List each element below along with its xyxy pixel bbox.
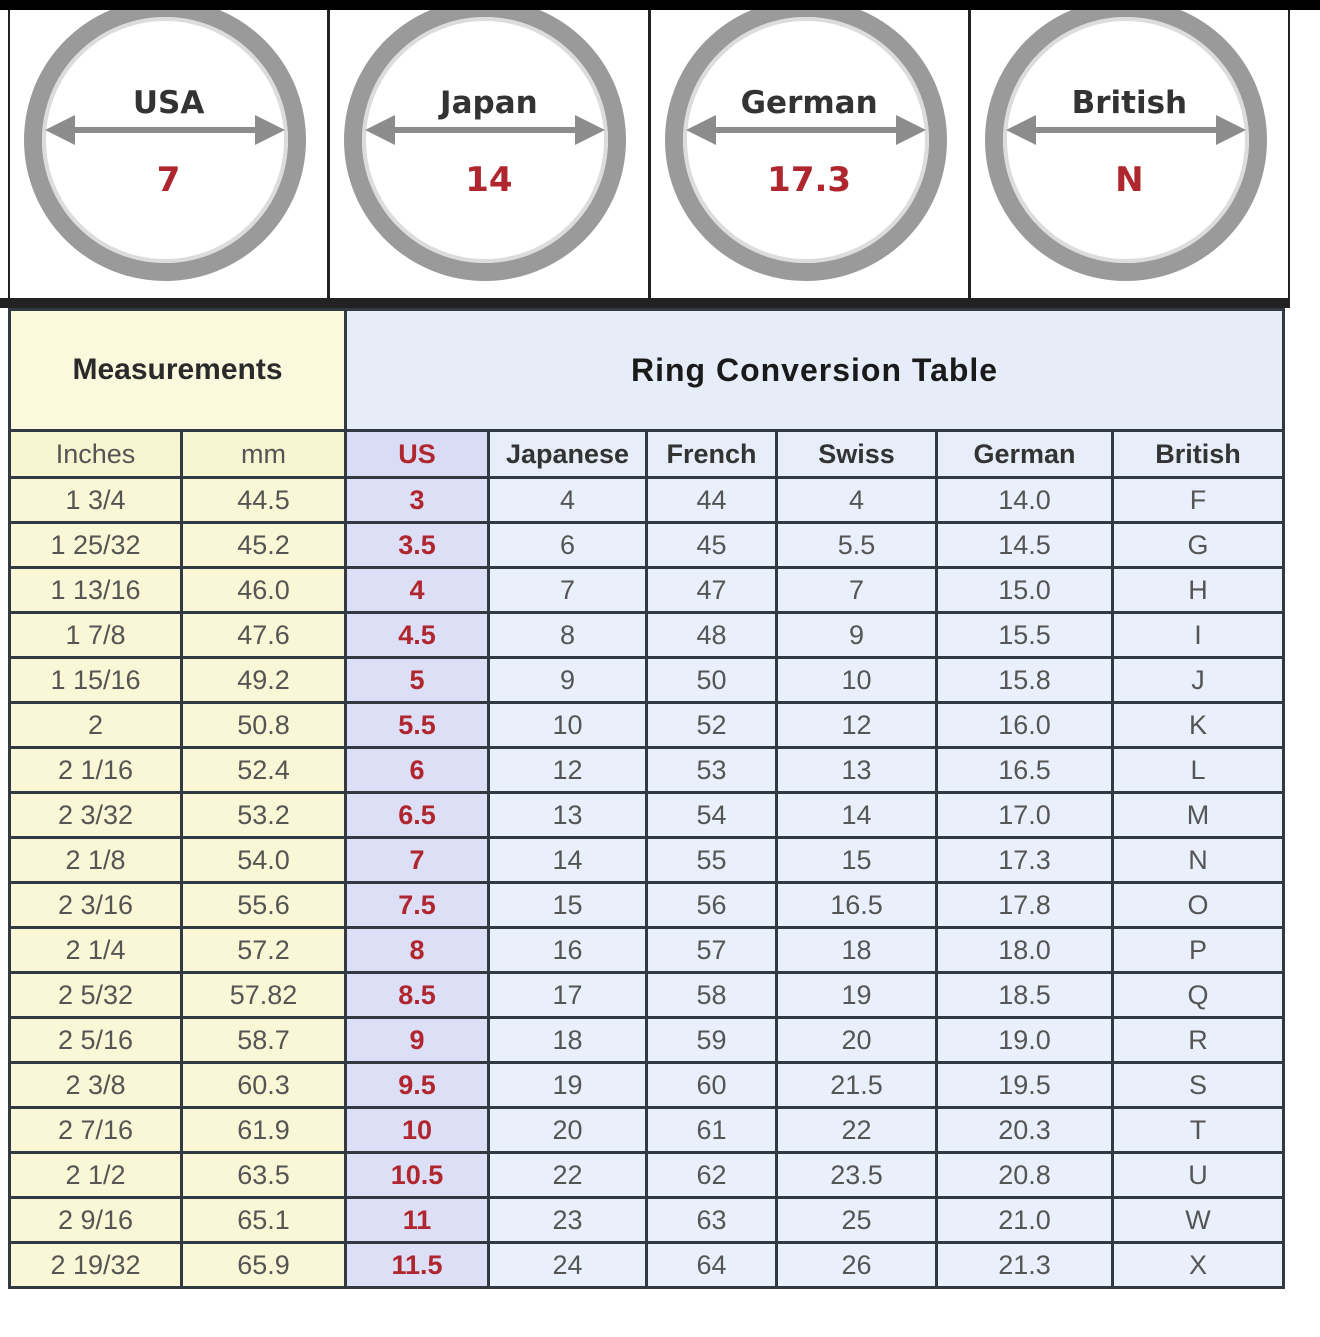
table-body [10, 478, 1284, 1288]
cell-us: 7.5 [346, 883, 489, 928]
cell-us: 11 [346, 1198, 489, 1243]
cell-british: J [1113, 658, 1284, 703]
cell-swiss: 20 [777, 1018, 937, 1063]
cell-us: 4 [346, 568, 489, 613]
column-header-french: French [647, 431, 777, 478]
cell-british: S [1113, 1063, 1284, 1108]
cell-japanese: 9 [489, 658, 647, 703]
cell-swiss: 15 [777, 838, 937, 883]
cell-us: 11.5 [346, 1243, 489, 1288]
cell-german: 18.0 [937, 928, 1113, 973]
table-row [10, 703, 1284, 748]
ring-label: USA [132, 85, 205, 121]
cell-inches: 2 5/32 [10, 973, 182, 1018]
cell-german: 16.0 [937, 703, 1113, 748]
cell-swiss: 18 [777, 928, 937, 973]
cell-japanese: 17 [489, 973, 647, 1018]
cell-inches: 1 25/32 [10, 523, 182, 568]
cell-german: 14.5 [937, 523, 1113, 568]
table-row [10, 1018, 1284, 1063]
cell-japanese: 16 [489, 928, 647, 973]
cell-japanese: 23 [489, 1198, 647, 1243]
cell-german: 21.0 [937, 1198, 1113, 1243]
cell-british: G [1113, 523, 1284, 568]
cell-us: 8.5 [346, 973, 489, 1018]
table-row [10, 793, 1284, 838]
cell-japanese: 22 [489, 1153, 647, 1198]
table-row [10, 883, 1284, 928]
ring-value: N [1115, 160, 1144, 200]
cell-us: 10.5 [346, 1153, 489, 1198]
cell-swiss: 7 [777, 568, 937, 613]
cell-british: T [1113, 1108, 1284, 1153]
cell-british: X [1113, 1243, 1284, 1288]
cell-us: 4.5 [346, 613, 489, 658]
ring-label: British [1071, 85, 1188, 121]
cell-inches: 1 15/16 [10, 658, 182, 703]
cell-japanese: 24 [489, 1243, 647, 1288]
cell-swiss: 12 [777, 703, 937, 748]
cell-inches: 2 [10, 703, 182, 748]
cell-swiss: 9 [777, 613, 937, 658]
cell-german: 16.5 [937, 748, 1113, 793]
cell-inches: 2 1/16 [10, 748, 182, 793]
column-header-inches: Inches [10, 431, 182, 478]
cell-inches: 1 3/4 [10, 478, 182, 523]
cell-french: 44 [647, 478, 777, 523]
conversion-table-title: Ring Conversion Table [346, 310, 1284, 431]
measurements-header: Measurements [10, 310, 346, 431]
cell-german: 19.5 [937, 1063, 1113, 1108]
cell-mm: 57.82 [182, 973, 346, 1018]
cell-us: 8 [346, 928, 489, 973]
cell-swiss: 19 [777, 973, 937, 1018]
ring-value: 17.3 [767, 160, 852, 200]
cell-french: 56 [647, 883, 777, 928]
cell-mm: 53.2 [182, 793, 346, 838]
cell-mm: 50.8 [182, 703, 346, 748]
cell-inches: 2 3/8 [10, 1063, 182, 1108]
cell-inches: 2 5/16 [10, 1018, 182, 1063]
cell-mm: 55.6 [182, 883, 346, 928]
table-row [10, 478, 1284, 523]
cell-japanese: 15 [489, 883, 647, 928]
cell-japanese: 13 [489, 793, 647, 838]
cell-japanese: 8 [489, 613, 647, 658]
table-row [10, 838, 1284, 883]
ring-icon [340, 10, 630, 295]
cell-inches: 1 13/16 [10, 568, 182, 613]
cell-mm: 58.7 [182, 1018, 346, 1063]
cell-us: 3 [346, 478, 489, 523]
cell-british: O [1113, 883, 1284, 928]
cell-inches: 2 7/16 [10, 1108, 182, 1153]
column-header-swiss: Swiss [777, 431, 937, 478]
cell-japanese: 12 [489, 748, 647, 793]
cell-mm: 57.2 [182, 928, 346, 973]
table-row [10, 1108, 1284, 1153]
ring-value: 7 [156, 160, 181, 200]
table-row [10, 973, 1284, 1018]
cell-swiss: 5.5 [777, 523, 937, 568]
cell-mm: 60.3 [182, 1063, 346, 1108]
cell-british: M [1113, 793, 1284, 838]
table-row [10, 658, 1284, 703]
cell-inches: 2 3/32 [10, 793, 182, 838]
cell-swiss: 21.5 [777, 1063, 937, 1108]
ring-label: German [740, 85, 878, 121]
cell-german: 17.0 [937, 793, 1113, 838]
cell-us: 5 [346, 658, 489, 703]
cell-us: 6.5 [346, 793, 489, 838]
column-header-german: German [937, 431, 1113, 478]
cell-swiss: 16.5 [777, 883, 937, 928]
cell-french: 61 [647, 1108, 777, 1153]
cell-french: 58 [647, 973, 777, 1018]
cell-german: 20.8 [937, 1153, 1113, 1198]
ring-japan [330, 10, 650, 298]
ring-label: Japan [440, 85, 538, 121]
cell-german: 15.8 [937, 658, 1113, 703]
cell-us: 9 [346, 1018, 489, 1063]
cell-french: 54 [647, 793, 777, 838]
cell-swiss: 25 [777, 1198, 937, 1243]
cell-mm: 65.1 [182, 1198, 346, 1243]
cell-japanese: 7 [489, 568, 647, 613]
ring-icon [981, 10, 1271, 295]
cell-japanese: 19 [489, 1063, 647, 1108]
cell-french: 47 [647, 568, 777, 613]
cell-german: 17.8 [937, 883, 1113, 928]
ring-size-chart [0, 10, 1290, 1337]
cell-french: 50 [647, 658, 777, 703]
ring-german [651, 10, 971, 298]
cell-us: 5.5 [346, 703, 489, 748]
table-row [10, 1243, 1284, 1288]
cell-mm: 54.0 [182, 838, 346, 883]
cell-us: 9.5 [346, 1063, 489, 1108]
cell-british: F [1113, 478, 1284, 523]
cell-british: N [1113, 838, 1284, 883]
cell-german: 15.0 [937, 568, 1113, 613]
cell-french: 59 [647, 1018, 777, 1063]
cell-mm: 63.5 [182, 1153, 346, 1198]
cell-british: K [1113, 703, 1284, 748]
cell-french: 62 [647, 1153, 777, 1198]
cell-french: 48 [647, 613, 777, 658]
cell-german: 15.5 [937, 613, 1113, 658]
cell-japanese: 6 [489, 523, 647, 568]
table-row [10, 613, 1284, 658]
cell-japanese: 10 [489, 703, 647, 748]
cell-british: R [1113, 1018, 1284, 1063]
cell-french: 52 [647, 703, 777, 748]
cell-mm: 44.5 [182, 478, 346, 523]
cell-swiss: 4 [777, 478, 937, 523]
cell-japanese: 20 [489, 1108, 647, 1153]
ring-icon [661, 10, 951, 295]
cell-us: 10 [346, 1108, 489, 1153]
cell-inches: 2 9/16 [10, 1198, 182, 1243]
ring-illustrations [8, 10, 1290, 298]
cell-mm: 45.2 [182, 523, 346, 568]
cell-inches: 2 1/8 [10, 838, 182, 883]
cell-british: H [1113, 568, 1284, 613]
cell-french: 55 [647, 838, 777, 883]
table-row [10, 928, 1284, 973]
cell-swiss: 22 [777, 1108, 937, 1153]
ring-icon [20, 10, 310, 295]
cell-mm: 52.4 [182, 748, 346, 793]
cell-french: 57 [647, 928, 777, 973]
ring-conversion-table [8, 308, 1285, 1289]
cell-french: 53 [647, 748, 777, 793]
cell-inches: 2 1/2 [10, 1153, 182, 1198]
cell-french: 63 [647, 1198, 777, 1243]
cell-british: I [1113, 613, 1284, 658]
column-header-british: British [1113, 431, 1284, 478]
cell-swiss: 10 [777, 658, 937, 703]
ring-usa [10, 10, 330, 298]
cell-british: P [1113, 928, 1284, 973]
cell-german: 18.5 [937, 973, 1113, 1018]
ring-value: 14 [465, 160, 513, 200]
cell-mm: 47.6 [182, 613, 346, 658]
cell-inches: 2 1/4 [10, 928, 182, 973]
cell-british: U [1113, 1153, 1284, 1198]
ring-british [971, 10, 1288, 298]
page-margin [1290, 10, 1320, 1337]
cell-german: 19.0 [937, 1018, 1113, 1063]
cell-us: 6 [346, 748, 489, 793]
divider [0, 298, 1290, 308]
cell-german: 17.3 [937, 838, 1113, 883]
cell-japanese: 14 [489, 838, 647, 883]
cell-mm: 49.2 [182, 658, 346, 703]
table-row [10, 523, 1284, 568]
cell-british: W [1113, 1198, 1284, 1243]
cell-us: 7 [346, 838, 489, 883]
cell-british: L [1113, 748, 1284, 793]
cell-japanese: 18 [489, 1018, 647, 1063]
cell-mm: 46.0 [182, 568, 346, 613]
cell-inches: 2 3/16 [10, 883, 182, 928]
column-header-mm: mm [182, 431, 346, 478]
cell-british: Q [1113, 973, 1284, 1018]
cell-mm: 61.9 [182, 1108, 346, 1153]
cell-us: 3.5 [346, 523, 489, 568]
cell-swiss: 13 [777, 748, 937, 793]
column-header-us: US [346, 431, 489, 478]
table-row [10, 1063, 1284, 1108]
cell-french: 60 [647, 1063, 777, 1108]
cell-german: 20.3 [937, 1108, 1113, 1153]
table-row [10, 1198, 1284, 1243]
cell-french: 64 [647, 1243, 777, 1288]
cell-german: 21.3 [937, 1243, 1113, 1288]
cell-french: 45 [647, 523, 777, 568]
column-header-japanese: Japanese [489, 431, 647, 478]
cell-inches: 1 7/8 [10, 613, 182, 658]
cell-swiss: 14 [777, 793, 937, 838]
table-row [10, 1153, 1284, 1198]
cell-swiss: 26 [777, 1243, 937, 1288]
cell-german: 14.0 [937, 478, 1113, 523]
table-row [10, 568, 1284, 613]
cell-japanese: 4 [489, 478, 647, 523]
cell-swiss: 23.5 [777, 1153, 937, 1198]
table-row [10, 748, 1284, 793]
cell-mm: 65.9 [182, 1243, 346, 1288]
cell-inches: 2 19/32 [10, 1243, 182, 1288]
